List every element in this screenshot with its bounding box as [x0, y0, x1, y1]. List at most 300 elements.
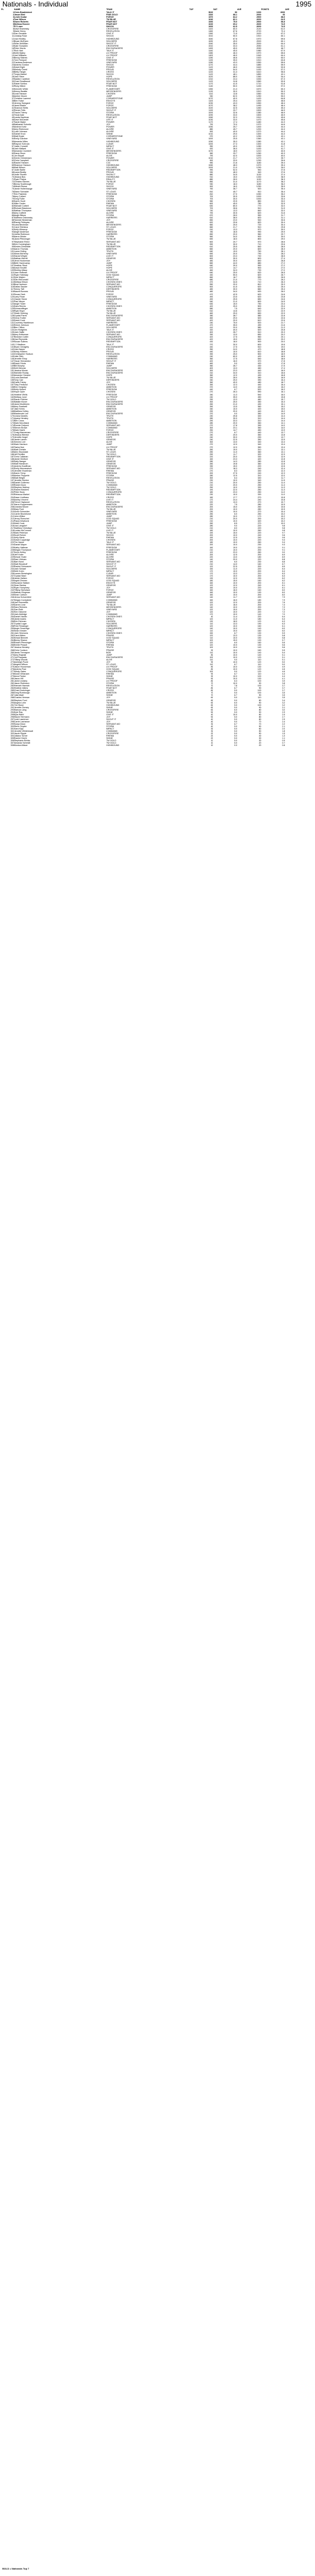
cell-name: Mike Coster: [14, 202, 26, 205]
cell-tf: 610: [209, 217, 214, 220]
cell-name: Brynn Geraghty: [14, 345, 29, 348]
cell-tf: 200: [209, 508, 214, 510]
cell-sat: 10.0: [233, 548, 238, 551]
cell-place: 61: [11, 154, 14, 157]
cell-sat: 71.5: [233, 32, 238, 35]
cell-team: RHEMA: [106, 362, 114, 365]
cell-sat: 15.0: [233, 505, 238, 508]
cell-ave: 1500: [256, 109, 261, 112]
cell-tf: 80: [211, 667, 214, 670]
cell-ave: 610: [257, 319, 261, 322]
cell-sat: 5.0: [234, 718, 238, 721]
cell-ave: 770: [257, 279, 261, 282]
cell-sat: 23.3: [233, 369, 238, 372]
cell-sat: 22.5: [233, 565, 238, 568]
cell-ave: 580: [257, 314, 261, 317]
cell-team: FREEDOM: [106, 546, 117, 549]
cell-tf: 1170: [208, 83, 214, 86]
cell-place: 265: [10, 641, 14, 644]
cell-place: 273: [10, 660, 14, 663]
cell-name: Nathan Merritt: [14, 257, 28, 260]
cell-ave: 560: [257, 336, 261, 339]
cell-place: 16: [11, 47, 14, 50]
cell-ave: 1250: [256, 135, 261, 138]
cell-ave: 30: [258, 739, 261, 742]
cell-sat: 40.0: [233, 130, 238, 133]
cell-tf: 120: [209, 551, 214, 554]
cell-place: 39: [11, 102, 14, 104]
cell-points: 8.8: [282, 558, 286, 561]
cell-tf: 660: [209, 247, 214, 250]
cell-sat: 18.0: [233, 341, 238, 343]
cell-place: 112: [11, 276, 14, 279]
cell-sat: 10.0: [233, 534, 238, 537]
cell-tf: 1010: [208, 133, 214, 136]
cell-tf: 1060: [208, 164, 214, 166]
cell-tf: 240: [209, 395, 214, 398]
cell-name: Matt Christie: [14, 448, 27, 451]
cell-team: PROUD: [106, 68, 114, 71]
cell-name: Kelly Holsen: [14, 388, 26, 391]
cell-team: RHEMA: [106, 735, 114, 738]
cell-tf: 1160: [208, 68, 214, 71]
cell-name: Dave McDaniel: [14, 119, 29, 122]
cell-tf: 330: [209, 464, 214, 467]
cell-points: 20.0: [281, 341, 286, 343]
cell-place: 234: [10, 567, 14, 570]
cell-tf: 1000: [208, 142, 214, 145]
cell-tf: 90: [211, 649, 214, 652]
cell-sat: 90: [235, 11, 238, 14]
cell-team: JOY: [106, 381, 111, 384]
cell-name: Robert Dunn: [14, 484, 27, 487]
cell-points: 9.6: [282, 534, 286, 537]
cell-name: Melody Creed: [14, 68, 28, 71]
cell-place: 65: [11, 164, 14, 166]
cell-points: 8.2: [282, 577, 286, 580]
cell-points: 37.4: [281, 174, 286, 176]
cell-ave: 2600: [256, 25, 261, 28]
cell-sat: 48.3: [233, 164, 238, 166]
cell-points: 28.9: [281, 245, 286, 248]
cell-name: Rachel Schwarzer: [14, 565, 32, 568]
cell-tf: 330: [209, 398, 214, 401]
cell-place: 115: [11, 283, 14, 286]
cell-sat: 20.0: [233, 422, 238, 425]
cell-place: 303: [10, 732, 14, 735]
cell-name: Sally Naeger: [14, 460, 27, 463]
cell-team: CROSSFIRE: [106, 28, 119, 31]
cell-tf: 1490: [208, 47, 214, 50]
cell-tf: 1640: [208, 18, 214, 21]
cell-team: ENVOYS: [106, 582, 116, 585]
cell-sat: 20.0: [233, 558, 238, 561]
cell-place: 275: [10, 665, 14, 668]
cell-ave: 500: [257, 352, 261, 355]
cell-sat: 13.3: [233, 209, 238, 212]
cell-points: 54.4: [281, 76, 286, 78]
cell-team: IMPACT: [106, 630, 114, 633]
cell-name: Jacob Ripple: [14, 732, 27, 735]
cell-name: Sean Barlow: [14, 584, 27, 587]
cell-tf: 690: [209, 252, 214, 255]
cell-points: 3.2: [282, 701, 286, 704]
cell-tf: 1190: [208, 58, 214, 61]
cell-place: 109: [10, 269, 14, 272]
cell-points: 8.4: [282, 569, 286, 572]
cell-sat: 5.0: [234, 715, 238, 718]
cell-sat: 6.7: [234, 672, 238, 675]
cell-name: Lindsay Rose: [14, 35, 27, 38]
cell-ave: 520: [257, 388, 261, 391]
cell-sat: 14.6: [233, 309, 238, 312]
cell-team: ENCOURAGERS: [106, 369, 123, 372]
cell-sat: 14.0: [233, 386, 238, 389]
cell-team: MESSENGERS: [106, 149, 122, 152]
cell-sat: 10.0: [233, 660, 238, 663]
cell-name: Brandon Cutter: [14, 336, 29, 339]
cell-ave: 1920: [256, 56, 261, 59]
cell-tf: 300: [209, 369, 214, 372]
cell-tf: 1120: [208, 80, 214, 83]
cell-place: 71: [11, 178, 14, 181]
cell-sat: 20.0: [233, 484, 238, 487]
cell-sat: 20.0: [233, 247, 238, 250]
table-body: [1, 11, 309, 747]
cell-team: GIVE IT: [106, 32, 114, 35]
cell-name: Andrea Kurtz: [14, 126, 27, 129]
cell-ave: 220: [257, 615, 261, 618]
cell-points: 24.6: [281, 297, 286, 300]
cell-place: 186: [10, 453, 14, 456]
cell-sat: 20.0: [233, 517, 238, 520]
cell-team: ST LOUIS: [106, 663, 116, 666]
cell-ave: 2500: [256, 16, 261, 19]
cell-name: Ayana Hensley: [14, 417, 28, 420]
cell-points: 21.7: [281, 322, 286, 325]
cell-name: Amy Richmond: [14, 128, 29, 131]
cell-points: 18.8: [281, 350, 286, 353]
cell-points: 10.2: [281, 519, 286, 522]
cell-ave: 1210: [256, 149, 261, 152]
cell-team: SERVANT-MO: [106, 319, 120, 322]
cell-points: 5.8: [282, 637, 286, 640]
cell-place: 27: [11, 73, 14, 76]
cell-sat: 22.0: [233, 489, 238, 492]
cell-ave: 250: [257, 489, 261, 492]
cell-name: Harold Wright: [14, 254, 27, 257]
cell-sat: 46.0: [233, 54, 238, 57]
cell-points: 6.4: [282, 615, 286, 618]
cell-points: 23.8: [281, 295, 286, 298]
cell-sat: 6.7: [234, 694, 238, 697]
cell-points: 30.4: [281, 221, 286, 224]
cell-sat: 7.8: [234, 685, 238, 688]
cell-tf: 320: [209, 329, 214, 332]
cell-points: 6.3: [282, 620, 286, 623]
cell-ave: 460: [257, 366, 261, 369]
cell-ave: 200: [257, 565, 261, 568]
cell-tf: 160: [209, 546, 214, 549]
cell-sat: 6.7: [234, 722, 238, 725]
cell-tf: 1380: [208, 51, 214, 54]
cell-place: 240: [10, 582, 14, 585]
cell-ave: 160: [257, 641, 261, 644]
cell-sat: 5.0: [234, 735, 238, 738]
cell-tf: 260: [209, 402, 214, 405]
cell-name: Tasha Noe: [14, 446, 25, 449]
cell-place: 246: [10, 596, 14, 599]
cell-points: 8.2: [282, 580, 286, 582]
cell-sat: 41.5: [233, 286, 238, 289]
cell-place: 290: [10, 701, 14, 704]
cell-ave: 240: [257, 472, 261, 475]
cell-points: 2.0: [282, 728, 286, 731]
cell-tf: 90: [211, 660, 214, 663]
cell-tf: 600: [209, 254, 214, 257]
cell-team: IMPACT: [106, 617, 114, 620]
cell-sat: 48.1: [233, 73, 238, 76]
cell-ave: 790: [257, 252, 261, 255]
cell-tf: 1140: [208, 85, 214, 88]
cell-ave: 1550: [256, 102, 261, 104]
cell-tf: 80: [211, 653, 214, 656]
cell-place: 124: [10, 305, 14, 307]
cell-name: Crystal Ware: [14, 575, 27, 578]
cell-ave: 1000: [256, 154, 261, 157]
cell-team: ST LOUIS: [106, 190, 116, 193]
cell-points: 8.0: [282, 591, 286, 594]
cell-points: 28.2: [281, 252, 286, 255]
cell-place: 227: [10, 551, 14, 554]
cell-place: 278: [10, 672, 14, 675]
cell-points: 27.2: [281, 264, 286, 267]
cell-tf: 1000: [208, 138, 214, 140]
cell-name: Jenni Hookeman: [14, 259, 30, 262]
cell-sat: 15.0: [233, 302, 238, 305]
cell-points: 13.1: [281, 448, 286, 451]
cell-place: 298: [10, 720, 14, 723]
cell-tf: 640: [209, 250, 214, 253]
cell-place: 62: [11, 156, 14, 159]
cell-team: TW BLUE: [106, 312, 116, 315]
cell-sat: 24.4: [233, 498, 238, 501]
cell-tf: 1070: [208, 149, 214, 152]
cell-ave: 120: [257, 670, 261, 673]
cell-place: 212: [10, 515, 14, 518]
cell-ave: 100: [257, 689, 261, 692]
cell-team: FREEDOM: [106, 58, 117, 61]
cell-team: JOY: [106, 259, 111, 262]
cell-name: Daniel Knox: [14, 133, 26, 136]
cell-place: 2: [12, 14, 14, 17]
cell-ave: 420: [257, 355, 261, 358]
cell-ave: 590: [257, 391, 261, 394]
cell-sat: 21.7: [233, 156, 238, 159]
cell-ave: 200: [257, 594, 261, 597]
cell-name: Monica Atfaoe: [14, 744, 28, 747]
cell-team: ENCOURAGERS: [106, 402, 123, 405]
cell-tf: 480: [209, 288, 214, 291]
cell-place: 177: [10, 431, 14, 434]
cell-team: PRAISE: [106, 479, 114, 482]
cell-ave: 420: [257, 362, 261, 365]
cell-team: JOY: [106, 660, 111, 663]
cell-ave: 1980: [256, 49, 261, 52]
cell-points: 26.8: [281, 259, 286, 262]
cell-tf: 360: [209, 364, 214, 367]
cell-ave: 340: [257, 477, 261, 480]
cell-tf: 70: [211, 692, 214, 695]
cell-points: 14.4: [281, 417, 286, 420]
cell-points: 23.4: [281, 305, 286, 307]
cell-sat: 69.2: [233, 23, 238, 26]
cell-team: RHEMA: [106, 202, 114, 205]
cell-tf: 40: [211, 718, 214, 721]
cell-place: 158: [10, 386, 14, 389]
cell-name: Matt Hanstrom: [14, 462, 28, 465]
cell-name: Ronnie Delpont: [14, 424, 29, 427]
cell-sat: 88.0: [233, 76, 238, 78]
cell-points: 63.8: [281, 58, 286, 61]
cell-ave: 1430: [256, 68, 261, 71]
cell-tf: 400: [209, 366, 214, 369]
cell-place: 41: [11, 106, 14, 109]
cell-name: Angela Wilson: [14, 663, 28, 666]
cell-sat: 11.0: [233, 617, 238, 620]
cell-ave: 310: [257, 372, 261, 375]
cell-points: 22.9: [281, 312, 286, 315]
cell-place: 66: [11, 166, 14, 169]
cell-ave: 80: [258, 718, 261, 721]
cell-sat: 33.0: [233, 114, 238, 117]
cell-points: 29.8: [281, 226, 286, 229]
cell-team: ALIVRE: [106, 130, 114, 133]
cell-tf: 260: [209, 462, 214, 465]
cell-tf: 700: [209, 207, 214, 210]
cell-ave: 140: [257, 653, 261, 656]
cell-ave: 1640: [256, 66, 261, 69]
cell-place: 40: [11, 104, 14, 107]
cell-points: 61.0: [281, 28, 286, 31]
cell-sat: 26.7: [233, 364, 238, 367]
cell-points: 3.4: [282, 699, 286, 702]
cell-tf: 120: [209, 625, 214, 628]
cell-ave: 50: [258, 732, 261, 735]
cell-points: 39.4: [281, 161, 286, 164]
cell-tf: 810: [209, 190, 214, 193]
cell-place: 297: [10, 718, 14, 721]
cell-points: 43.1: [281, 140, 286, 143]
cell-team: PRAISE: [106, 677, 114, 680]
cell-points: 64.4: [281, 42, 286, 45]
cell-points: 2.5: [282, 718, 286, 721]
cell-sat: 14.7: [233, 429, 238, 432]
cell-ave: 820: [257, 217, 261, 220]
cell-points: 10.7: [281, 500, 286, 503]
cell-name: Tammie Beckeman: [14, 219, 32, 222]
cell-name: Charles Herman: [14, 696, 30, 699]
cell-points: 35.4: [281, 190, 286, 193]
cell-team: JOY: [106, 123, 111, 126]
cell-place: 74: [11, 185, 14, 188]
cell-sat: 62.0: [233, 94, 238, 97]
cell-name: Mindy Gates: [14, 670, 27, 673]
cell-ave: 650: [257, 333, 261, 336]
cell-name: Sean McMillan: [14, 42, 28, 45]
cell-points: 24.6: [281, 293, 286, 296]
cell-tf: 1190: [208, 109, 214, 112]
cell-sat: 6.0: [234, 512, 238, 515]
cell-place: 78: [11, 195, 14, 198]
cell-name: Ricky Milner: [14, 85, 26, 88]
cell-ave: 630: [257, 338, 261, 341]
cell-points: 69.6: [281, 37, 286, 40]
cell-place: 182: [10, 443, 14, 446]
cell-sat: 38.2: [233, 104, 238, 107]
cell-team: FREEDOM: [106, 85, 117, 88]
cell-place: 107: [10, 264, 14, 267]
cell-sat: 38.7: [233, 314, 238, 317]
cell-ave: 220: [257, 558, 261, 561]
cell-sat: 26.7: [233, 331, 238, 334]
cell-sat: 21.6: [233, 161, 238, 164]
cell-sat: 11.3: [233, 393, 238, 396]
cell-place: 60: [11, 152, 14, 155]
cell-sat: 84.2: [233, 16, 238, 19]
cell-ave: 710: [257, 281, 261, 284]
cell-sat: 24.0: [233, 348, 238, 351]
cell-sat: 17.5: [233, 336, 238, 339]
cell-name: Lisa Langdorf: [14, 525, 27, 528]
cell-name: Ryan Humphrey: [14, 587, 29, 590]
cell-ave: 1510: [256, 90, 261, 93]
cell-place: 302: [10, 730, 14, 733]
cell-ave: 1270: [256, 156, 261, 159]
cell-ave: 1300: [256, 142, 261, 145]
cell-name: Craig Manneman: [14, 431, 31, 434]
cell-points: 39.4: [281, 164, 286, 166]
cell-team: FREEDOM: [106, 519, 117, 522]
cell-name: Sara Reimers: [14, 605, 27, 608]
cell-team: RHEMA: [106, 536, 114, 539]
cell-team: GENESIS: [106, 438, 116, 441]
cell-team: SHINE: [106, 675, 113, 678]
cell-place: 10: [11, 32, 14, 35]
cell-place: 191: [10, 464, 14, 467]
cell-place: 266: [10, 644, 14, 647]
cell-team: FEAR NOT: [106, 204, 117, 207]
cell-place: 301: [10, 728, 14, 731]
cell-team: REVELATION: [106, 500, 120, 503]
cell-points: 5.6: [282, 646, 286, 649]
cell-points: 13.9: [281, 429, 286, 432]
cell-ave: 1370: [256, 123, 261, 126]
cell-team: FLAMESTART: [106, 324, 120, 327]
cell-tf: 290: [209, 420, 214, 423]
cell-sat: 27.3: [233, 142, 238, 145]
cell-name: Lisa Harper: [14, 348, 25, 351]
cell-ave: 420: [257, 407, 261, 410]
cell-name: Dan Gerakan: [14, 32, 27, 35]
cell-place: 86: [11, 214, 14, 217]
cell-place: 13: [11, 40, 14, 42]
cell-place: 121: [10, 297, 14, 300]
cell-name: Kelli Meonar: [14, 366, 26, 369]
cell-team: REDEMPTION: [106, 245, 121, 248]
cell-points: 36.2: [281, 181, 286, 184]
cell-ave: 110: [257, 672, 261, 675]
